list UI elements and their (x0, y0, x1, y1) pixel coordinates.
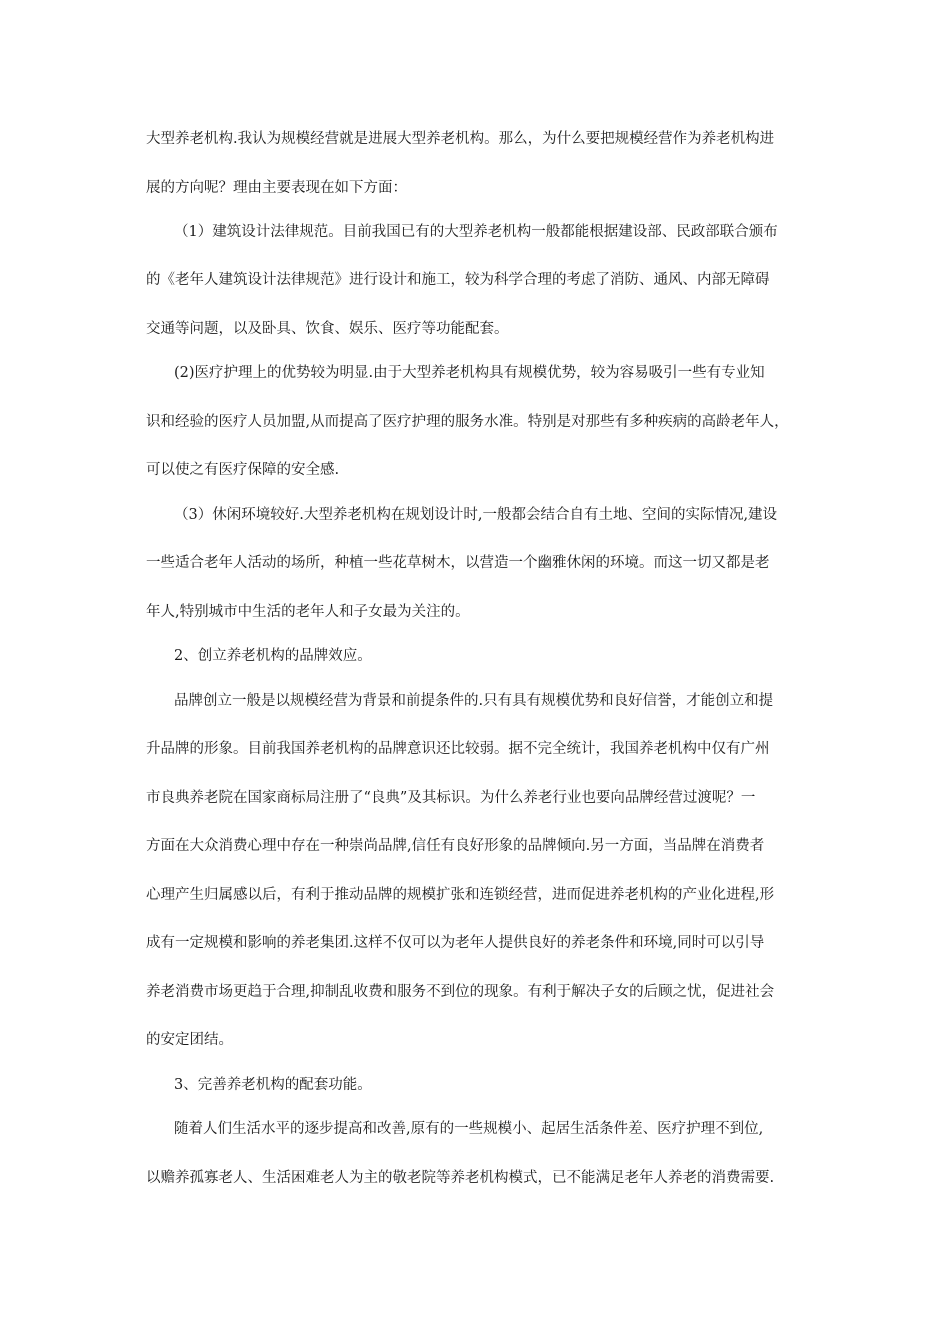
text-line: 可以使之有医疗保障的安全感. (146, 462, 340, 478)
text-line: 的安定团结。 (146, 1032, 233, 1048)
text-line: 一些适合老年人活动的场所，种植一些花草树木，以营造一个幽雅休闲的环境。而这一切又都是老 (146, 555, 770, 571)
text-line: （1）建筑设计法律规范。目前我国已有的大型养老机构一般都能根据建设部、民政部联合颁布 (174, 224, 778, 240)
text-line: 识和经验的医疗人员加盟,从而提高了医疗护理的服务水准。特别是对那些有多种疾病的高龄老年人， (146, 414, 789, 430)
text-line: 方面在大众消费心理中存在一种崇尚品牌,信任有良好形象的品牌倾向.另一方面，当品牌在消费者 (146, 838, 765, 854)
text-line: (2)医疗护理上的优势较为明显.由于大型养老机构具有规模优势，较为容易吸引一些有专业知 (174, 365, 765, 381)
text-line: 随着人们生活水平的逐步提高和改善,原有的一些规模小、起居生活条件差、医疗护理不到位, (174, 1121, 764, 1137)
section-heading: 3、完善养老机构的配套功能。 (174, 1077, 372, 1093)
text-line: 交通等问题，以及卧具、饮食、娱乐、医疗等功能配套。 (146, 321, 509, 337)
text-line: 年人,特别城市中生活的老年人和子女最为关注的。 (146, 604, 470, 620)
text-line: 升品牌的形象。目前我国养老机构的品牌意识还比较弱。据不完全统计，我国养老机构中仅有广州 (146, 741, 770, 757)
text-line: 品牌创立一般是以规模经营为背景和前提条件的.只有具有规模优势和良好信誉，才能创立和提 (174, 693, 774, 709)
text-line: 展的方向呢？理由主要表现在如下方面： (146, 180, 407, 196)
text-line: 养老消费市场更趋于合理,抑制乱收费和服务不到位的现象。有利于解决子女的后顾之忧，促进社会 (146, 984, 775, 1000)
text-line: 以赡养孤寡老人、生活困难老人为主的敬老院等养老机构模式，已不能满足老年人养老的消费需要. (146, 1170, 775, 1186)
text-line: 市良典养老院在国家商标局注册了“良典”及其标识。为什么养老行业也要向品牌经营过渡呢？一 (146, 790, 756, 806)
text-line: 大型养老机构.我认为规模经营就是进展大型养老机构。那么，为什么要把规模经营作为养老机构进 (146, 131, 775, 147)
text-line: （3）休闲环境较好.大型养老机构在规划设计时,一般都会结合自有土地、空间的实际情况,建设 (174, 507, 778, 523)
section-heading: 2、创立养老机构的品牌效应。 (174, 648, 372, 664)
text-line: 成有一定规模和影响的养老集团.这样不仅可以为老年人提供良好的养老条件和环境,同时可以引导 (146, 935, 765, 951)
text-line: 心理产生归属感以后，有利于推动品牌的规模扩张和连锁经营，进而促进养老机构的产业化进程,形 (146, 887, 775, 903)
text-line: 的《老年人建筑设计法律规范》进行设计和施工，较为科学合理的考虑了消防、通风、内部无障碍 (146, 272, 770, 288)
